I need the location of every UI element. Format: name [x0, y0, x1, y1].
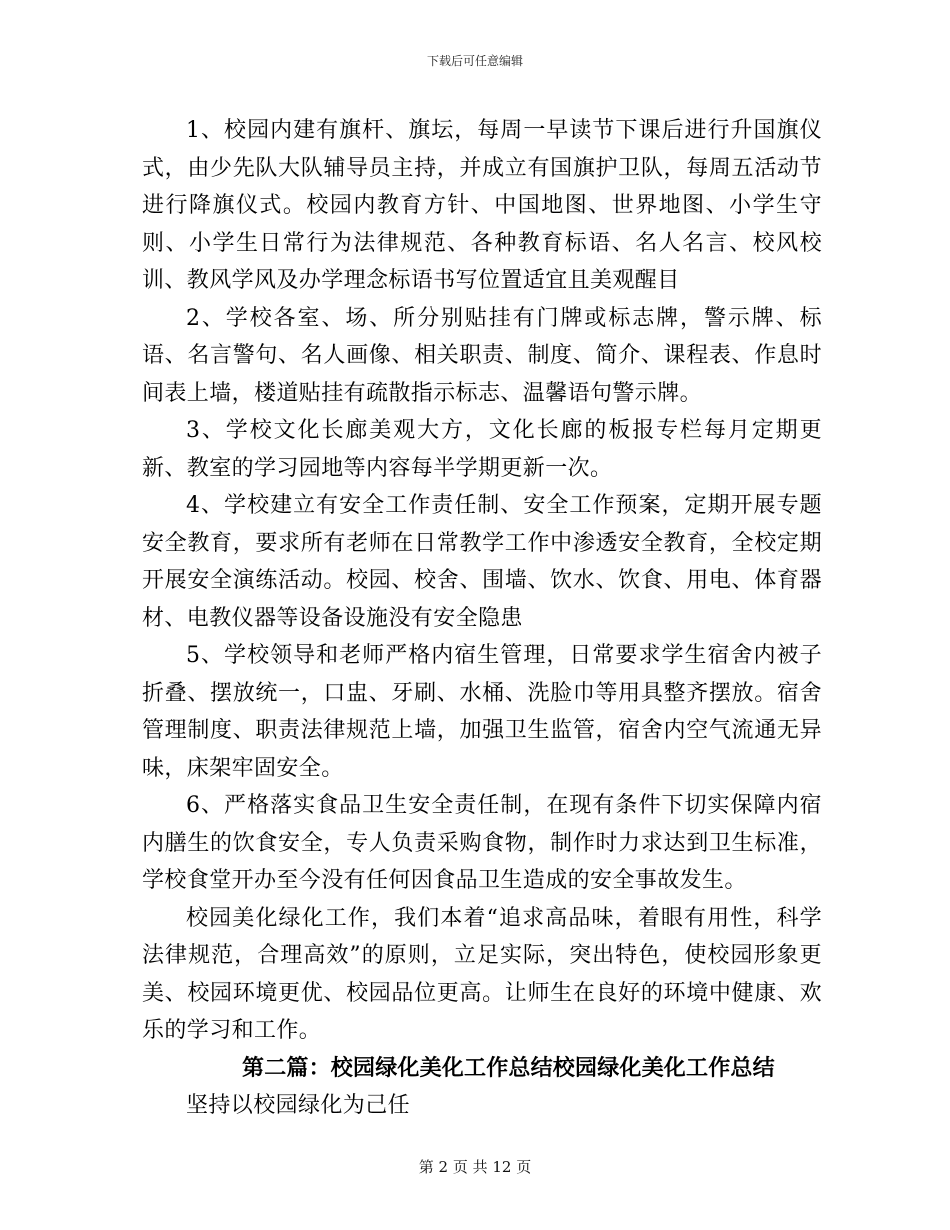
- paragraph-3: 3、学校文化长廊美观大方，文化长廊的板报专栏每月定期更新、教室的学习园地等内容每半学期更新一次。: [142, 418, 822, 481]
- paragraph-summary: 校园美化绿化工作，我们本着“追求高品味，着眼有用性，科学法律规范，合理高效”的原则，立足实际，突出特色，使校园形象更美、校园环境更优、校园品位更高。让师生在良好的环境中健康、欢乐的学习和工作。: [142, 905, 822, 1043]
- section-lead: 坚持以校园绿化为己任: [186, 1093, 411, 1118]
- paragraph-2: 2、学校各室、场、所分别贴挂有门牌或标志牌，警示牌、标语、名言警句、名人画像、相关职责、制度、简介、课程表、作息时间表上墙，楼道贴挂有疏散指示标志、温馨语句警示牌。: [142, 305, 822, 406]
- paragraph-5: 5、学校领导和老师严格内宿生管理，日常要求学生宿舍内被子折叠、摆放统一，口盅、牙刷、水桶、洗脸巾等用具整齐摆放。宿舍管理制度、职责法律规范上墙，加强卫生监管，宿舍内空气流通无异味，床架牢固安全。: [142, 643, 822, 781]
- page-number: 第 2 页 共 12 页: [418, 1158, 532, 1176]
- paragraph-1: 1、校园内建有旗杆、旗坛，每周一早读节下课后进行升国旗仪式，由少先队大队辅导员主持，并成立有国旗护卫队，每周五活动节进行降旗仪式。校园内教育方针、中国地图、世界地图、小学生守则、小学生日常行为法律规范、各种教育标语、名人名言、校风校训、教风学风及办学理念标语书写位置适宜且美观醒目: [142, 118, 822, 293]
- document-body: [142, 112, 822, 1125]
- section-title: 第二篇：校园绿化美化工作总结校园绿化美化工作总结: [242, 1055, 775, 1081]
- paragraph-6: 6、严格落实食品卫生安全责任制，在现有条件下切实保障内宿内膳生的饮食安全，专人负责采购食物，制作时力求达到卫生标准，学校食堂开办至今没有任何因食品卫生造成的安全事故发生。: [142, 793, 822, 893]
- paragraph-4: 4、学校建立有安全工作责任制、安全工作预案，定期开展专题安全教育，要求所有老师在日常教学工作中渗透安全教育，全校定期开展安全演练活动。校园、校舍、围墙、饮水、饮食、用电、体育器材、电教仪器等设备设施没有安全隐患: [142, 493, 822, 631]
- header-note: 下载后可任意编辑: [426, 54, 523, 68]
